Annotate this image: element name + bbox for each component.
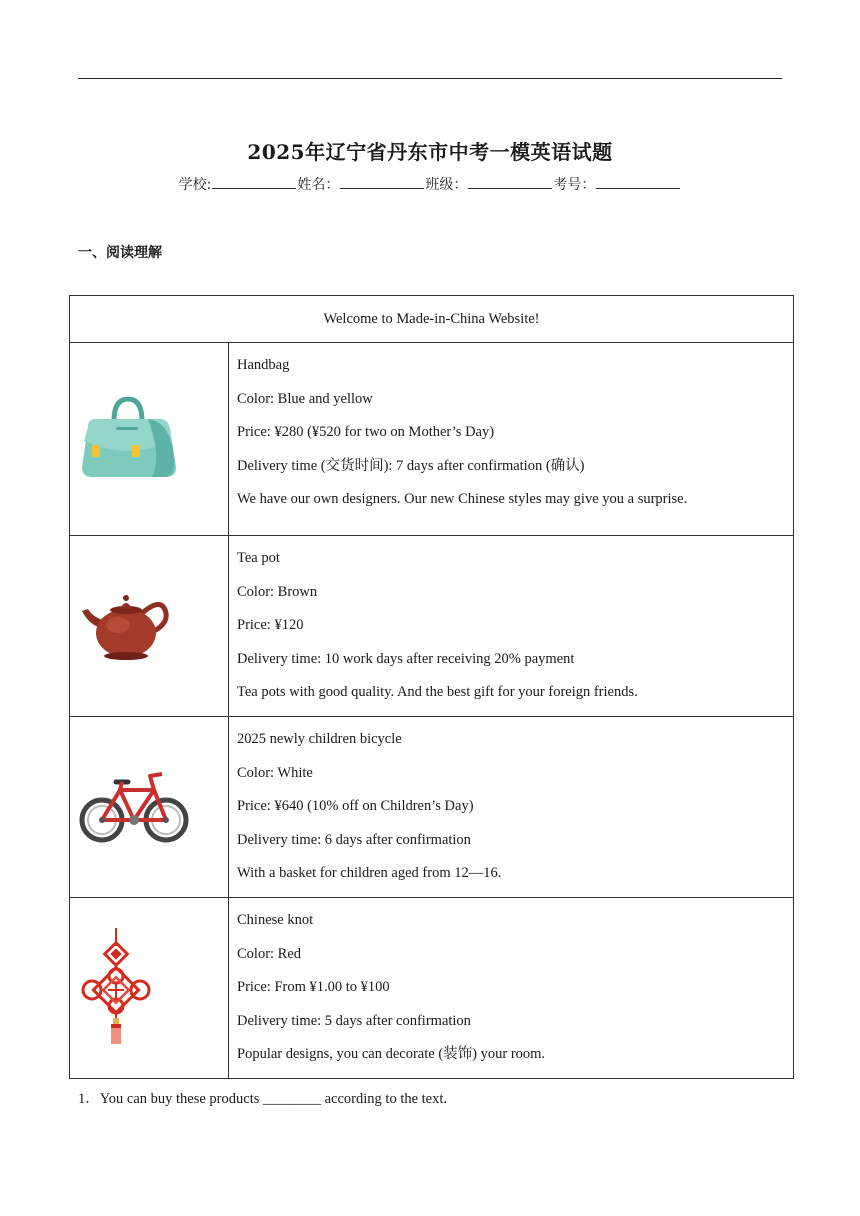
- product-details: [229, 343, 794, 536]
- product-color: Color: Blue and yellow: [237, 390, 373, 407]
- product-description: We have our own designers. Our new Chinese styles may give you a surprise.: [237, 491, 688, 508]
- product-color: Color: Brown: [237, 583, 318, 600]
- name-blank[interactable]: [340, 176, 424, 189]
- product-name: Chinese knot: [237, 912, 314, 928]
- product-name: Tea pot: [237, 550, 280, 566]
- product-price: Price: ¥120: [237, 617, 304, 634]
- product-delivery: Delivery time: 6 days after confirmation: [237, 831, 471, 848]
- product-image-cell: [70, 717, 229, 898]
- product-details: [229, 717, 794, 898]
- product-description: Popular designs, you can decorate (装饰) your room.: [237, 1046, 546, 1063]
- handbag-icon: [78, 397, 178, 481]
- table-header: Welcome to Made-in-China Website!: [70, 296, 794, 343]
- product-delivery: Delivery time: 10 work days after receiving 20% payment: [237, 650, 575, 667]
- product-price: Price: ¥640 (10% off on Children’s Day): [237, 798, 474, 815]
- product-price: Price: From ¥1.00 to ¥100: [237, 979, 390, 996]
- name-label: 姓名：: [297, 177, 340, 193]
- page-title: 2025年辽宁省丹东市中考一模英语试题: [247, 140, 613, 164]
- student-info-line: [0, 174, 860, 194]
- class-label: 班级：: [425, 177, 468, 193]
- product-description: Tea pots with good quality. And the best gift for your foreign friends.: [237, 684, 638, 701]
- bicycle-icon: [78, 770, 190, 844]
- product-details: [229, 536, 794, 717]
- table-row: [70, 898, 794, 1079]
- product-color: Color: Red: [237, 945, 302, 962]
- product-image-cell: [70, 898, 229, 1079]
- class-blank[interactable]: [468, 176, 552, 189]
- table-row: [70, 536, 794, 717]
- table-row: [70, 343, 794, 536]
- question-1: 1．You can buy these products ________ according to the text.: [78, 1091, 448, 1107]
- product-image-cell: [70, 536, 229, 717]
- school-blank[interactable]: [212, 176, 296, 189]
- product-delivery: Delivery time (交货时间): 7 days after confirmation (确认): [237, 457, 585, 474]
- product-image-cell: [70, 343, 229, 536]
- school-label: 学校:: [178, 177, 212, 193]
- product-color: Color: White: [237, 764, 313, 781]
- product-name: 2025 newly children bicycle: [237, 731, 402, 747]
- product-price: Price: ¥280 (¥520 for two on Mother’s Day): [237, 424, 495, 441]
- section-heading: 一、阅读理解: [78, 245, 162, 261]
- product-name: Handbag: [237, 357, 290, 373]
- product-details: [229, 898, 794, 1079]
- products-table: [69, 295, 794, 1079]
- exam-number-label: 考号：: [553, 177, 596, 193]
- exam-number-blank[interactable]: [596, 176, 680, 189]
- header-rule: [78, 78, 782, 79]
- table-row: [70, 717, 794, 898]
- product-description: With a basket for children aged from 12—16.: [237, 865, 502, 882]
- teapot-icon: [78, 589, 174, 663]
- product-delivery: Delivery time: 5 days after confirmation: [237, 1012, 471, 1029]
- chinese-knot-icon: [78, 928, 158, 1048]
